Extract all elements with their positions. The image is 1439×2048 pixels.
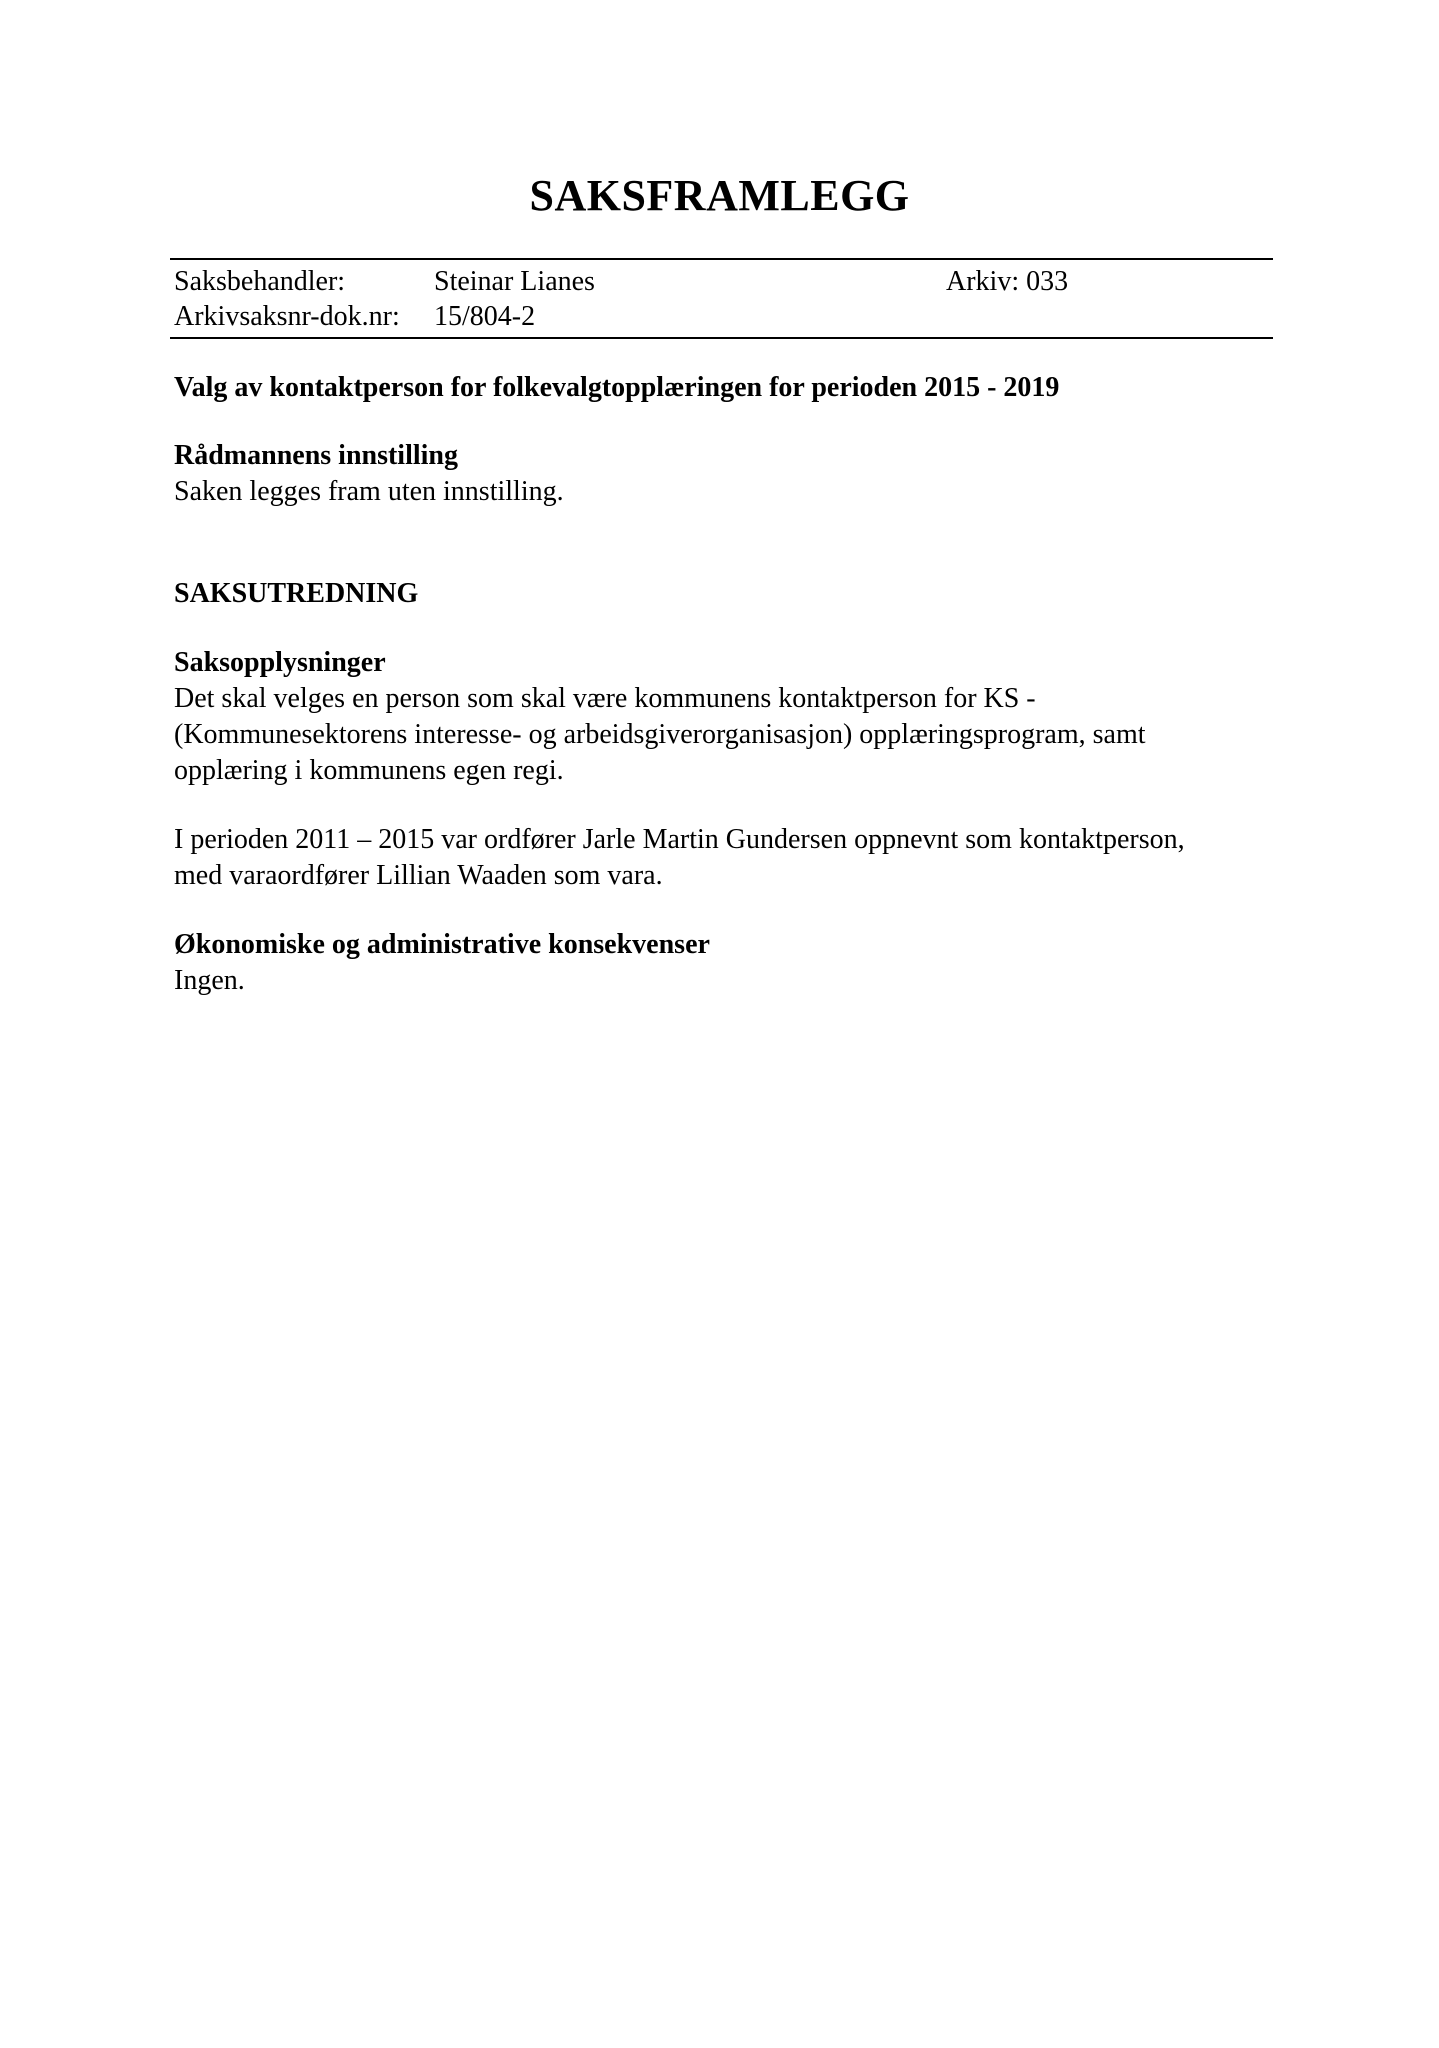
archive-number-row <box>170 299 1273 334</box>
document-title: SAKSFRAMLEGG <box>529 171 910 220</box>
spacer <box>174 894 1274 927</box>
spacer <box>174 612 1274 645</box>
case-metadata <box>170 258 1273 339</box>
archive-code: Arkiv: 033 <box>946 266 1069 297</box>
archive-number-label: Arkivsaksnr-dok.nr: <box>174 301 400 332</box>
case-handler-label: Saksbehandler: <box>174 266 346 297</box>
text-line: Det skal velges en person som skal være kommunens kontaktperson for KS - <box>174 683 1036 714</box>
text-line: med varaordfører Lillian Waaden som vara. <box>174 860 663 891</box>
case-information-paragraph-1 <box>174 681 1274 789</box>
case-information-heading: Saksopplysninger <box>174 647 386 678</box>
text-line: (Kommunesektorens interesse- og arbeidsgiverorganisasjon) opplæringsprogram, samt <box>174 719 1146 750</box>
archive-number-value: 15/804-2 <box>434 301 536 332</box>
case-handler-row <box>170 264 1273 299</box>
spacer <box>174 789 1274 822</box>
case-handler-value: Steinar Lianes <box>434 266 595 297</box>
consequences-heading: Økonomiske og administrative konsekvenser <box>174 929 710 960</box>
case-information-paragraph-2 <box>174 822 1274 894</box>
recommendation-heading: Rådmannens innstilling <box>174 440 458 471</box>
consequences-text: Ingen. <box>174 965 245 996</box>
text-line: I perioden 2011 – 2015 var ordfører Jarle Martin Gundersen oppnevnt som kontaktperson, <box>174 824 1185 855</box>
case-study-heading: SAKSUTREDNING <box>174 578 419 609</box>
recommendation-text: Saken legges fram uten innstilling. <box>174 476 564 507</box>
document-body <box>174 370 1274 999</box>
text-line: opplæring i kommunens egen regi. <box>174 755 564 786</box>
spacer <box>174 510 1274 576</box>
case-subject: Valg av kontaktperson for folkevalgtopplæringen for perioden 2015 - 2019 <box>174 372 1060 403</box>
